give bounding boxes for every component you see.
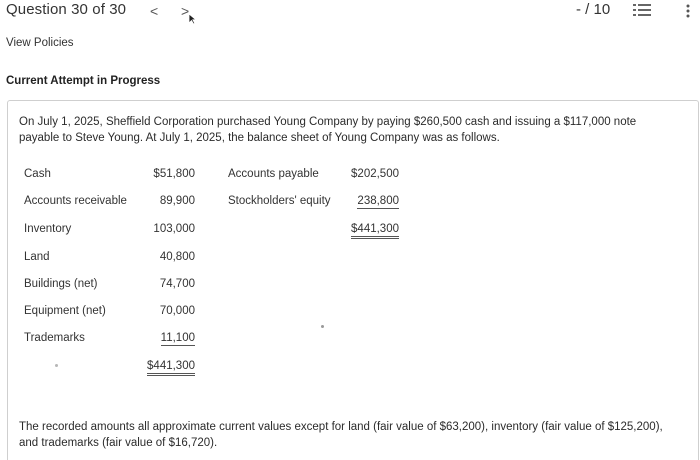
asset-label-cash: Cash [24,168,51,180]
question-outro: The recorded amounts all approximate current values except for land (fair value of $63,200), inventory (fair value of $125,200), and trademarks (fair value of $16,720). [19,421,663,449]
question-header [0,0,700,26]
kebab-menu-icon[interactable] [686,4,690,23]
asset-label-buildings: Buildings (net) [24,278,98,290]
question-intro: On July 1, 2025, Sheffield Corporation purchased Young Company by paying $260,500 cash and issuing a $117,000 note payable to Steve Young. At July 1, 2025, the balance sheet of Young Company was as follows. [19,116,637,144]
asset-amount-cash: $51,800 [153,168,195,180]
list-icon[interactable] [633,3,651,22]
question-counter: Question 30 of 30 [6,1,127,18]
liability-label-accounts-payable: Accounts payable [228,168,319,180]
asset-amount-equipment: 70,000 [159,305,195,317]
asset-label-inventory: Inventory [24,223,72,235]
assets-total: $441,300 [147,360,195,376]
next-question-button[interactable]: > [181,3,190,19]
asset-label-accounts-receivable: Accounts receivable [24,195,127,207]
asset-amount-land: 40,800 [159,251,195,263]
asset-label-trademarks: Trademarks [24,332,85,344]
attempt-heading: Current Attempt in Progress [6,75,161,87]
question-panel [7,100,699,460]
asset-amount-accounts-receivable: 89,900 [159,195,195,207]
asset-label-land: Land [24,251,50,263]
asset-label-equipment: Equipment (net) [24,305,106,317]
liability-amount-accounts-payable: $202,500 [351,168,399,180]
previous-question-button[interactable]: < [150,3,159,19]
score-display: - / 10 [576,1,611,18]
liability-amount-stockholders-equity: 238,800 [357,195,399,207]
asset-amount-trademarks: 11,100 [160,332,195,344]
stray-dot [55,364,58,367]
liability-label-stockholders-equity: Stockholders' equity [228,195,331,207]
asset-amount-inventory: 103,000 [153,223,195,235]
view-policies-link[interactable]: View Policies [6,37,74,49]
mouse-cursor-icon [188,12,197,30]
stray-dot [321,325,324,328]
asset-amount-buildings: 74,700 [159,278,195,290]
liabilities-total: $441,300 [351,223,399,239]
